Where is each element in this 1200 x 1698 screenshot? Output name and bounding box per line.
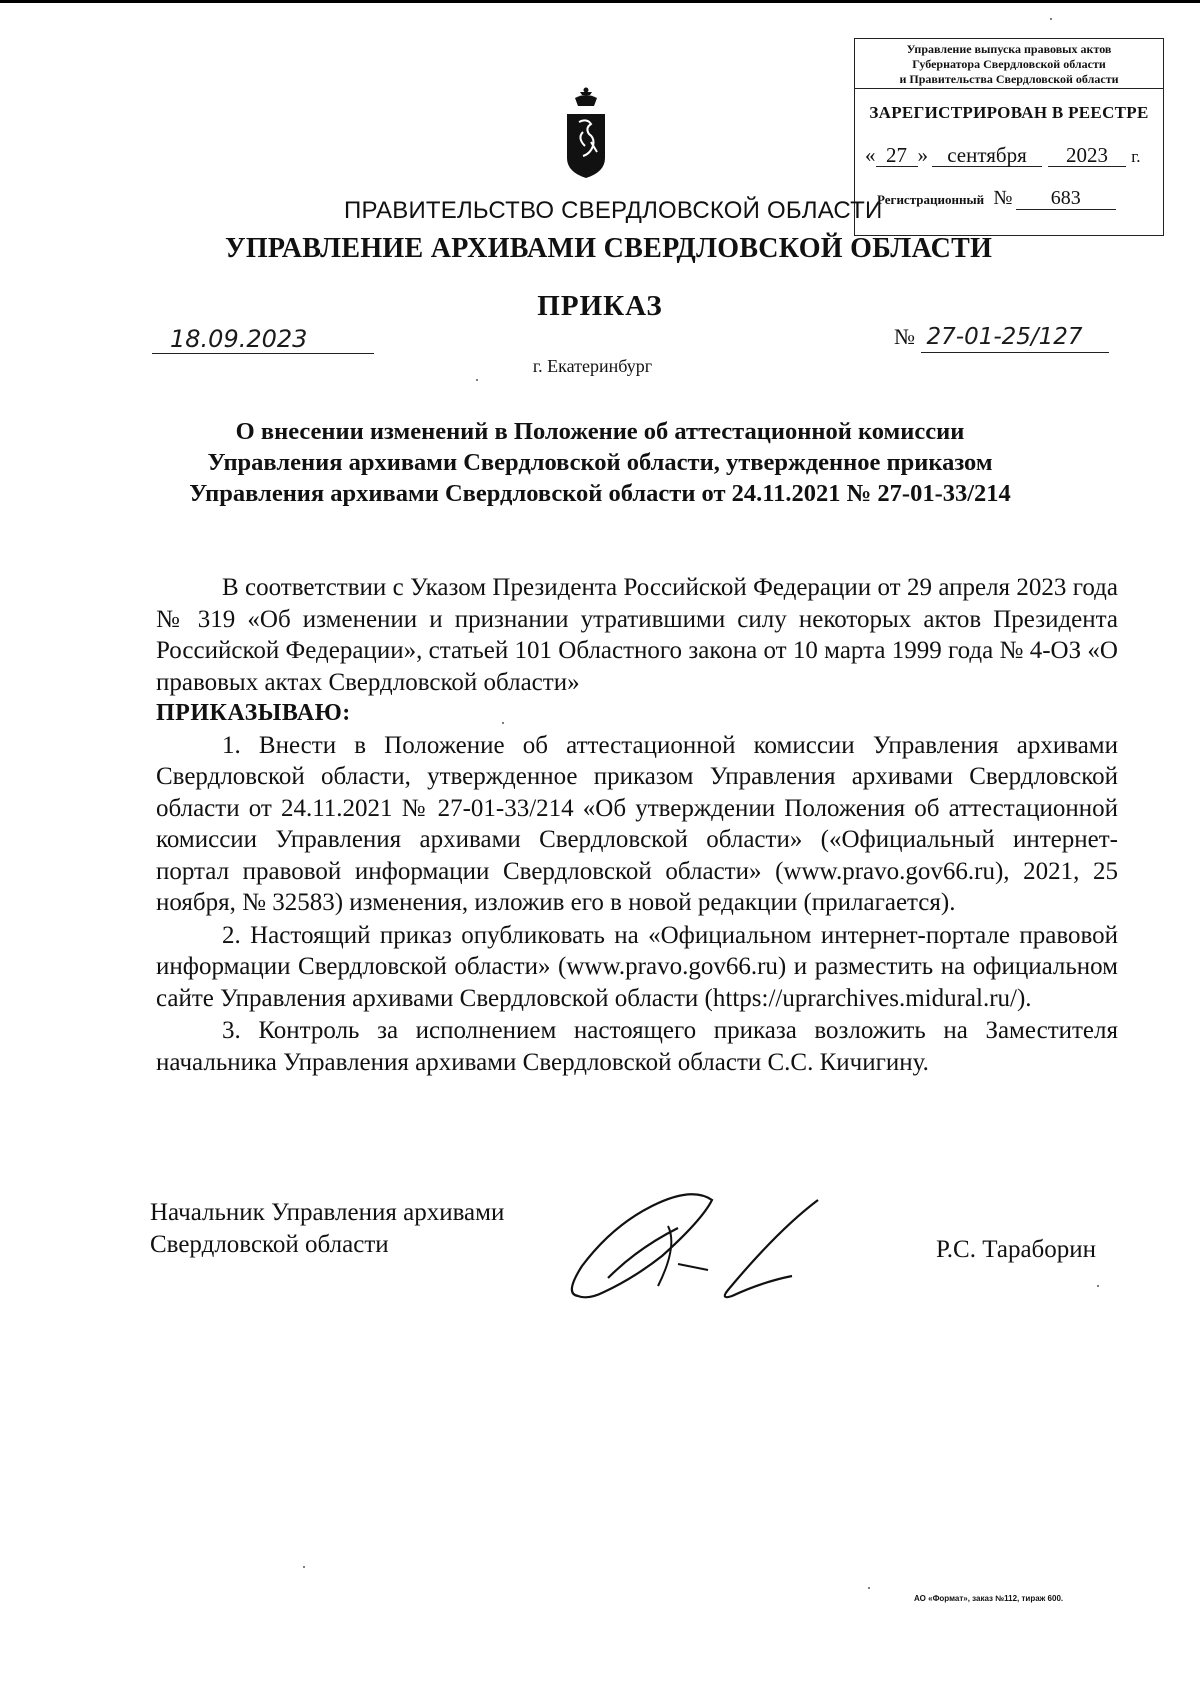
subject-line: Управления архивами Свердловской области, утвержденное приказом: [207, 449, 993, 476]
order-item-1: 1. Внести в Положение об аттестационной комиссии Управления архивами Свердловской области, утвержденное приказом Управления архивами Свердловской области от 24.11.2021 № 27-01-33/214 «Об утверждении Положения об аттестационной комиссии Управления архивами Свердловской области» («Официальный интернет-портал правовой информации Свердловской области» (www.pravo.gov66.ru), 2021, 25 ноября, № 32583) изменения, изложив его в новой редакции (прилагается).: [156, 731, 1118, 916]
stamp-year-suffix: г.: [1131, 147, 1141, 166]
order-item-3: 3. Контроль за исполнением настоящего приказа возложить на Заместителя начальника Управления архивами Свердловской области С.С. Кичигину.: [156, 1017, 1118, 1076]
stamp-quote-close: »: [917, 143, 928, 167]
department-name: УПРАВЛЕНИЕ АРХИВАМИ СВЕРДЛОВСКОЙ ОБЛАСТИ: [225, 233, 993, 264]
handwritten-signature: [568, 1186, 838, 1306]
stamp-no-sign: №: [993, 187, 1013, 209]
stamp-org-line: и Правительства Свердловской области: [899, 72, 1119, 86]
order-body: [156, 572, 1118, 1078]
stamp-date: [865, 143, 1141, 168]
command-word: ПРИКАЗЫВАЮ:: [156, 700, 351, 726]
signatory-position: [150, 1197, 504, 1261]
stamp-reg-number: 683: [1016, 187, 1116, 210]
government-name: ПРАВИТЕЛЬСТВО СВЕРДЛОВСКОЙ ОБЛАСТИ: [344, 197, 883, 224]
subject-line: О внесении изменений в Положение об аттестационной комиссии: [235, 418, 965, 445]
preamble-paragraph: В соответствии с Указом Президента Российской Федерации от 29 апреля 2023 года № 319 «Об изменении и признании утратившими силу некоторых актов Президента Российской Федерации», статьей 101 Областного закона от 10 марта 1999 года № 4-ОЗ «О правовых актах Свердловской области»: [156, 574, 1118, 696]
order-item-2: 2. Настоящий приказ опубликовать на «Официальном интернет-портале правовой информации Свердловской области» (www.pravo.gov66.ru) и разместить на официальном сайте Управления архивами Свердловской области (https://uprarchives.midural.ru/).: [156, 921, 1118, 1012]
position-line: Начальник Управления архивами: [150, 1199, 505, 1226]
scan-speck: [303, 1566, 305, 1568]
stamp-year: 2023: [1048, 144, 1126, 167]
order-number-prefix: №: [894, 324, 915, 349]
scan-speck: [1050, 18, 1052, 20]
position-line: Свердловской области: [150, 1231, 389, 1258]
stamp-org-line: Губернатора Свердловской области: [912, 57, 1106, 71]
registration-stamp: [854, 38, 1164, 236]
order-subject: [150, 416, 1050, 509]
stamp-org-line: Управление выпуска правовых актов: [906, 42, 1112, 56]
order-date-handwritten: 18.09.2023: [152, 324, 374, 354]
stamp-reg-label: Регистрационный: [877, 192, 985, 207]
scan-speck: [868, 1587, 870, 1589]
signatory-name: Р.С. Тараборин: [936, 1236, 1097, 1263]
stamp-registration-number: [877, 187, 1116, 210]
city: г. Екатеринбург: [532, 356, 653, 376]
printer-imprint: АО «Формат», заказ №112, тираж 600.: [914, 1594, 1064, 1603]
order-title: ПРИКАЗ: [537, 290, 663, 322]
subject-line: Управления архивами Свердловской области от 24.11.2021 № 27-01-33/214: [189, 480, 1011, 507]
stamp-organization: [855, 39, 1163, 89]
stamp-registered-label: ЗАРЕГИСТРИРОВАН В РЕЕСТРЕ: [869, 103, 1149, 122]
order-number: [894, 322, 1109, 353]
scan-speck: [1097, 1285, 1099, 1287]
coat-of-arms-icon: [563, 86, 609, 182]
stamp-month: сентября: [932, 144, 1042, 167]
scan-top-edge: [0, 0, 1200, 3]
scan-speck: [502, 722, 504, 724]
stamp-day: 27: [876, 144, 918, 167]
stamp-quote-open: «: [865, 143, 876, 167]
scan-speck: [476, 379, 478, 381]
order-number-handwritten: 27-01-25/127: [921, 322, 1109, 353]
